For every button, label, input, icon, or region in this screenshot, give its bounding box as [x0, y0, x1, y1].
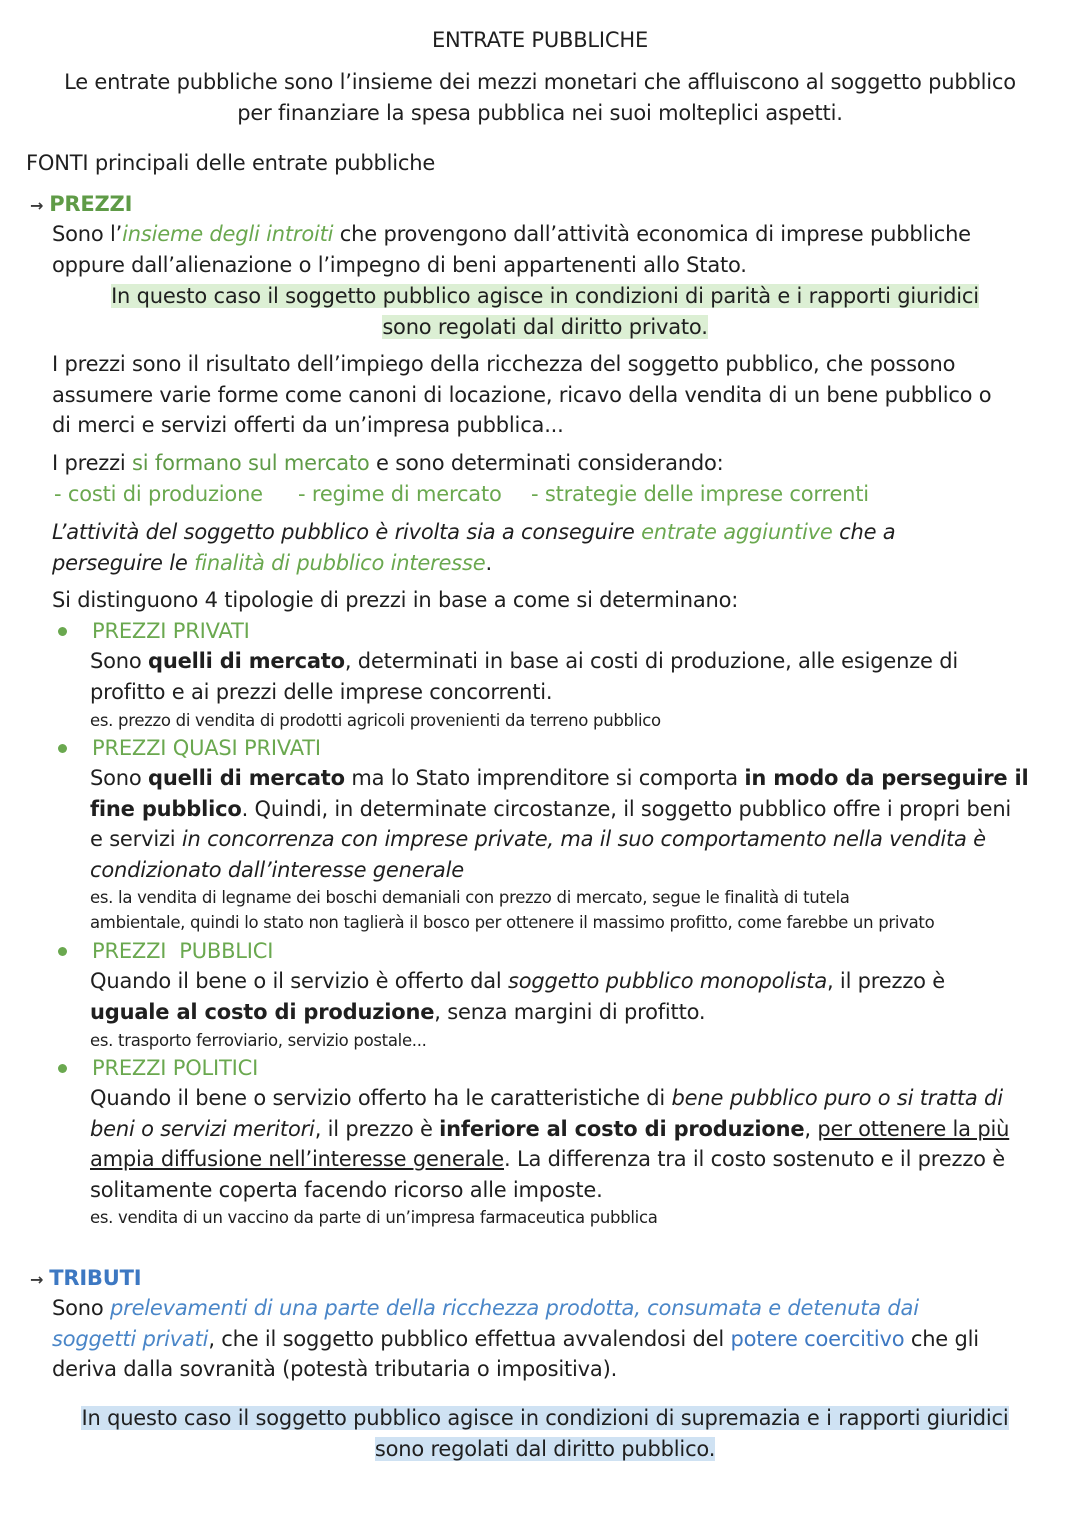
factor-list-item: - regime di mercato — [298, 482, 502, 506]
bullet-heading-prezzi-pubblici: PREZZI PUBBLICI — [92, 939, 274, 963]
prezzi-paragraph-2 — [52, 448, 1052, 479]
italic-text: bene pubblico puro o si tratta di — [671, 1086, 1003, 1110]
emphasis: si formano sul mercato — [132, 451, 370, 475]
underlined-text: per ottenere la più — [817, 1116, 1010, 1141]
text: , il prezzo è — [314, 1116, 440, 1141]
tributi-heading-label: TRIBUTI — [49, 1266, 142, 1290]
italic-text: soggetto pubblico monopolista — [508, 969, 827, 993]
text: , che il soggetto pubblico effettua avvalendosi del — [208, 1326, 731, 1351]
emphasis: potere coercitivo — [730, 1326, 905, 1351]
bullet-heading-prezzi-politici: PREZZI POLITICI — [92, 1056, 259, 1080]
text: . — [485, 550, 492, 575]
page-title: ENTRATE PUBBLICHE — [431, 28, 649, 52]
prezzi-paragraph-3 — [52, 517, 1052, 578]
bold-text: uguale al costo di produzione — [90, 999, 435, 1024]
highlight-text: In questo caso il soggetto pubblico agisce in condizioni di supremazia e i rapporti giuridici — [81, 1406, 1009, 1430]
text: Quando il bene o servizio offerto ha le caratteristiche di — [90, 1086, 672, 1110]
text: Sono — [90, 649, 149, 673]
bullet-icon — [58, 744, 67, 753]
tributi-highlight — [40, 1403, 1050, 1464]
intro-paragraph — [20, 67, 1060, 128]
example-note: es. vendita di un vaccino da parte di un’impresa farmaceutica pubblica — [90, 1208, 658, 1227]
bullet-icon — [58, 947, 67, 956]
section-heading-tributi — [30, 1263, 141, 1296]
arrow-right-icon: → — [30, 1270, 44, 1289]
highlight-text: sono regolati dal diritto pubblico. — [374, 1436, 716, 1461]
emphasis: soggetti privati — [52, 1326, 209, 1351]
arrow-right-icon: → — [30, 196, 44, 215]
text: . Quindi, in determinate circostanze, il soggetto pubblico offre i propri beni — [241, 796, 1012, 821]
text: perseguire le — [52, 550, 195, 575]
emphasis: entrate aggiuntive — [641, 520, 833, 544]
text: che gli — [904, 1326, 979, 1351]
tributi-definition — [52, 1293, 1052, 1385]
text: che a — [832, 520, 896, 544]
bullet-icon — [58, 627, 67, 636]
italic-text: in concorrenza con imprese private, ma il suo comportamento nella vendita è — [181, 827, 986, 851]
text: Sono — [90, 766, 149, 790]
text: deriva dalla sovranità (potestà tributaria o impositiva). — [52, 1357, 618, 1381]
underlined-text: ampia diffusione nell’interesse generale — [90, 1147, 504, 1171]
text: ambientale, quindi lo stato non taglierà il bosco per ottenere il massimo profitto, come farebbe un privato — [90, 913, 935, 932]
example-note: es. prezzo di vendita di prodotti agricoli provenienti da terreno pubblico — [90, 711, 661, 730]
text: oppure dall’alienazione o l’impegno di beni appartenenti allo Stato. — [52, 252, 747, 277]
italic-text: condizionato dall’interesse generale — [90, 857, 464, 882]
text: I prezzi sono il risultato dell’impiego della ricchezza del soggetto pubblico, che possono — [52, 352, 956, 376]
emphasis: prelevamenti di una parte della ricchezza prodotta, consumata e detenuta dai — [110, 1296, 919, 1320]
example-note — [90, 885, 1060, 935]
text: e servizi — [90, 827, 182, 851]
text: solitamente coperta facendo ricorso alle imposte. — [90, 1177, 603, 1202]
emphasis: finalità di pubblico interesse — [194, 550, 486, 575]
highlight-text: In questo caso il soggetto pubblico agisce in condizioni di parità e i rapporti giuridici — [111, 284, 979, 308]
bullet-heading-prezzi-quasi-privati: PREZZI QUASI PRIVATI — [92, 736, 321, 760]
text: I prezzi — [52, 451, 133, 475]
prezzi-politici-text — [90, 1083, 1050, 1205]
intro-line-1: Le entrate pubbliche sono l’insieme dei mezzi monetari che affluiscono al soggetto pubblico — [64, 70, 1016, 94]
prezzi-highlight — [40, 281, 1050, 342]
text: es. la vendita di legname dei boschi demaniali con prezzo di mercato, segue le finalità di tutela — [90, 888, 850, 907]
text: Sono l’ — [52, 222, 123, 246]
text: profitto e ai prezzi delle imprese concorrenti. — [90, 679, 553, 704]
highlight-text: sono regolati dal diritto privato. — [382, 314, 708, 339]
example-note: es. trasporto ferroviario, servizio postale... — [90, 1031, 427, 1050]
bold-text: inferiore al costo di produzione — [439, 1116, 805, 1141]
prezzi-heading-label: PREZZI — [49, 192, 133, 216]
text: , senza margini di profitto. — [434, 999, 706, 1024]
factor-list-item: - strategie delle imprese correnti — [531, 482, 869, 506]
prezzi-definition — [52, 219, 1052, 280]
text: . La differenza tra il costo sostenuto e il prezzo è — [504, 1147, 1005, 1171]
text: L’attività del soggetto pubblico è rivolta sia a conseguire — [52, 520, 642, 544]
italic-text: beni o servizi meritori — [90, 1116, 315, 1141]
text: assumere varie forme come canoni di locazione, ricavo della vendita di un bene pubblico o — [52, 382, 992, 407]
bold-text: quelli di mercato — [148, 766, 345, 790]
text: che provengono dall’attività economica di imprese pubbliche — [333, 222, 971, 246]
text: , il prezzo è — [826, 969, 945, 993]
factor-list-item: - costi di produzione — [54, 482, 263, 506]
prezzi-pubblici-text — [90, 966, 1050, 1027]
prezzi-paragraph-1 — [52, 349, 1052, 441]
text: , — [804, 1116, 818, 1141]
prezzi-privati-text — [90, 646, 1050, 707]
bullet-icon — [58, 1064, 67, 1073]
bullet-heading-prezzi-privati: PREZZI PRIVATI — [92, 619, 250, 643]
text: di merci e servizi offerti da un’impresa pubblica... — [52, 413, 564, 437]
text: , determinati in base ai costi di produzione, alle esigenze di — [344, 649, 958, 673]
fonti-heading: FONTI principali delle entrate pubbliche — [26, 151, 436, 175]
prezzi-paragraph-4: Si distinguono 4 tipologie di prezzi in base a come si determinano: — [52, 588, 739, 612]
intro-line-2: per finanziare la spesa pubblica nei suoi molteplici aspetti. — [237, 100, 843, 125]
emphasis: insieme degli introiti — [122, 222, 334, 246]
bold-text: in modo da perseguire il — [744, 766, 1029, 790]
section-heading-prezzi — [30, 189, 132, 222]
text: e sono determinati considerando: — [369, 451, 724, 475]
bold-text: fine pubblico — [90, 796, 242, 821]
text: ma lo Stato imprenditore si comporta — [344, 766, 745, 790]
bold-text: quelli di mercato — [148, 649, 345, 673]
text: Sono — [52, 1296, 111, 1320]
prezzi-quasi-privati-text — [90, 763, 1050, 885]
text: Quando il bene o il servizio è offerto dal — [90, 969, 509, 993]
